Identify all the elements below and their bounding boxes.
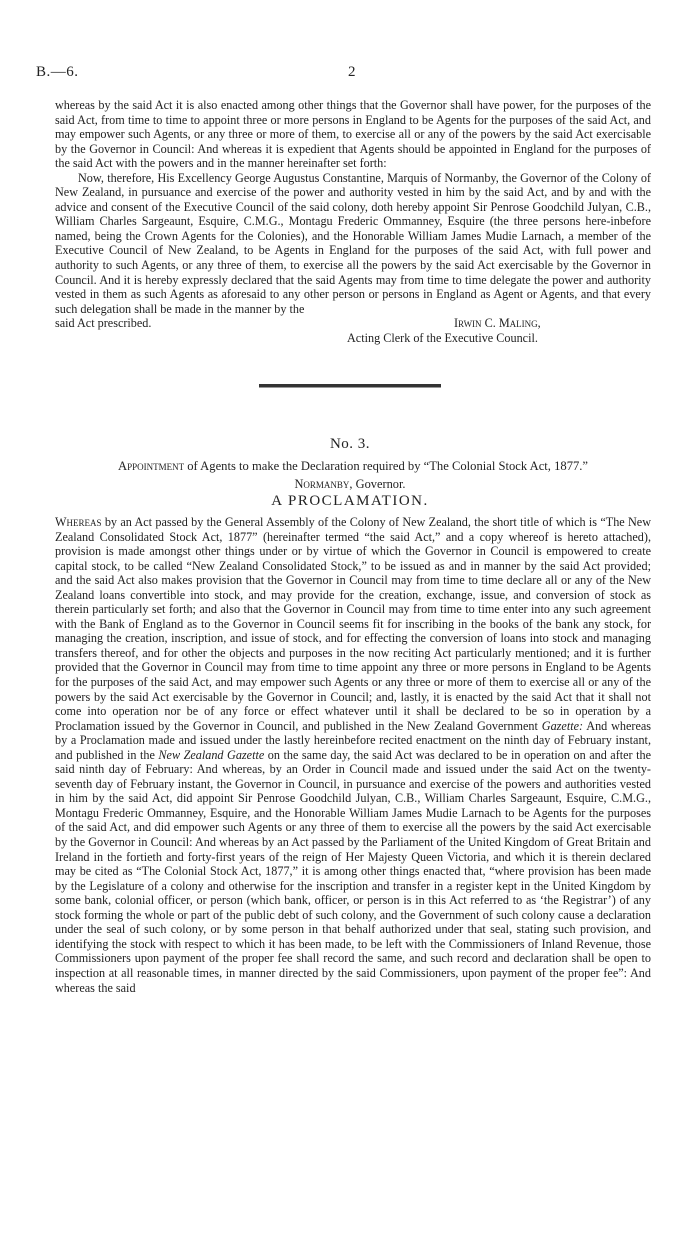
proclamation-heading: A PROCLAMATION. xyxy=(271,493,429,509)
proclamation-text-part-a: by an Act passed by the General Assembly of the Colony of New Zealand, the short title of which is “The New Zealand Consolidated Stock Act, 1877” (hereinafter termed “the said Act,” and a copy whereof is hereto attached), provision is made amongst other things under or by virtue of which the Governor in Council is empowered to create capital stock, to be called “New Zealand Consolidated Stock,” to be issued as and in manner by the said Act provided; and the said Act also makes provision that the Governor in Council may from time to time declare all or any of the New Zealand loans convertible into stock, and may provide for the creation, exchange, issue, and conversion of stock as therein particularly set forth; and also that the Governor in Council may from time to time enter into any such agreement with the Bank of England as to the Governor in Council seems fit for inscribing in the books of the bank any stock, for managing the creation, inscription, and issue of stock, and for effecting the conversion of loans into stock and managing transfers thereof, and for other the objects and purposes in the now reciting Act particularly mentioned; and it is further provided that the Governor in Council may from time to time appoint any three or more persons in England to be Agents for the purposes of the said Act, and may empower such Agents or any three or more of them to exercise all or any of the powers by the said Act exercisable by the Governor in Council; and, lastly, it is enacted by the said Act that it shall not come into operation nor be of any force or effect whatever until it shall be declared to be so in operation by a Proclamation issued by the Governor in Council, and published in the New Zealand Government xyxy=(55,515,652,733)
paragraph-now-therefore: Now, therefore, His Excellency George Augustus Constantine, Marquis of Normanby, the Governor of the Colony of New Zealand, in pursuance and exercise of the power and authority vested in him by the said Act, and by and with the advice and consent of the Executive Council of the said colony, doth hereby appoint Sir Penrose Goodchild Julyan, C.B., William Charles Sargeaunt, Esquire, C.M.G., Montagu Frederic Ommanney, Esquire (the three persons here-inbefore named, being the Crown Agents for the Colonies), and the Honorable William James Mudie Larnach, a member of the Executive Council of New Zealand, to be Agents in England for the purposes of the said Act, with full power and authority to such Agents, or any three of them, to exercise all the powers by the said Act exercisable by the Governor in Council. And it is hereby expressly declared that the said Agents may from time to time delegate the power and authority vested in them as such Agents as aforesaid to any other person or persons in England as Agent or Agents, and that every such delegation shall be made in the manner by the xyxy=(55,170,651,316)
governor-line xyxy=(0,477,700,492)
proclamation-text-part-c: on the same day, the said Act was declared to be in operation on and after the said ninth day of February: And whereas, by an Order in Council made and issued under the said Act on the twenty-seventh day of February instant, the Governor in Council, in pursuance and exercise of the powers and authorities vested in him by the said Act, did appoint Sir Penrose Goodchild Julyan, C.B., William Charles Sargeaunt, Esquire, C.M.G., Montagu Frederic Ommanney, Esquire, and the Honorable William James Mudie Larnach to be Agents for the purposes of the said Act, and did empower such Agents or any three of them to exercise all the powers by the said Act exercisable by the Governor in Council: And whereas by an Act passed by the Parliament of the United Kingdom of Great Britain and Ireland in the fortieth and forty-first years of the reign of Her Majesty Queen Victoria, and which it is therein declared may be cited as “The Colonial Stock Act, 1877,” it is among other things enacted that, “where provision has been made by the Legislature of a colony and otherwise for the inscription and transfer in a register kept in the United Kingdom by some bank, colonial officer, or person (which bank, officer, or person is in this Act referred to as ‘the Registrar’) of any stock forming the whole or part of the public debt of such colony, and the Government of such colony cause a declaration under the seal of such colony, or by some person in that behalf authorized under that seal, stating such provision, and identifying the stock with respect to which it has been made, to be left with the Commissioners of Inland Revenue, those Commissioners upon payment of the proper fee shall record the same, and such record and declaration shall be open to inspection at all reasonable times, in manner directed by the said Commissioners, upon payment of the proper fee”: And whereas the said xyxy=(55,747,652,995)
paragraph-last-line: said Act prescribed. xyxy=(55,316,152,331)
governor-title: Governor. xyxy=(355,477,406,491)
section-title-rest: of Agents to make the Declaration required by “The Colonial Stock Act, 1877.” xyxy=(187,459,589,473)
section-divider xyxy=(259,384,441,388)
proclamation-lead-word: Whereas xyxy=(55,515,102,529)
signatory-title: Acting Clerk of the Executive Council. xyxy=(347,330,538,345)
gazette-reference: Gazette: xyxy=(541,718,584,733)
proclamation-text xyxy=(55,515,651,995)
page-number: 2 xyxy=(348,64,356,80)
proclamation-paragraph xyxy=(55,515,651,995)
section-title xyxy=(55,459,651,474)
page-header xyxy=(0,64,700,86)
section-number: No. 3. xyxy=(329,436,371,452)
order-in-council-text xyxy=(55,98,651,345)
new-zealand-gazette-reference: New Zealand Gazette xyxy=(158,747,265,762)
signatory-name: Irwin C. Maling, xyxy=(454,316,541,331)
section-title-lead: Appointment xyxy=(117,459,185,473)
paragraph-whereas-continued: whereas by the said Act it is also enacted among other things that the Governor shall have power, for the purposes of the said Act, from time to time to appoint three or more persons in England to be Agents for the purposes of the said Act, and may empower such Agents, or any three or more of them, to exercise all or any of the powers by the said Act exercisable by the Governor in Council: And whereas it is expedient that Agents should be appointed in England for the purposes of the said Act with the powers and in the manner hereinafter set forth: xyxy=(55,98,651,171)
signature-line xyxy=(55,316,651,331)
governor-name: Normanby, xyxy=(294,477,353,491)
document-code: B.—6. xyxy=(36,64,79,80)
proclamation-text-part-b: And whereas by a Proclamation made and issued under the lastly hereinbefore recited enactment on the ninth day of February instant, and published in the xyxy=(55,718,652,762)
